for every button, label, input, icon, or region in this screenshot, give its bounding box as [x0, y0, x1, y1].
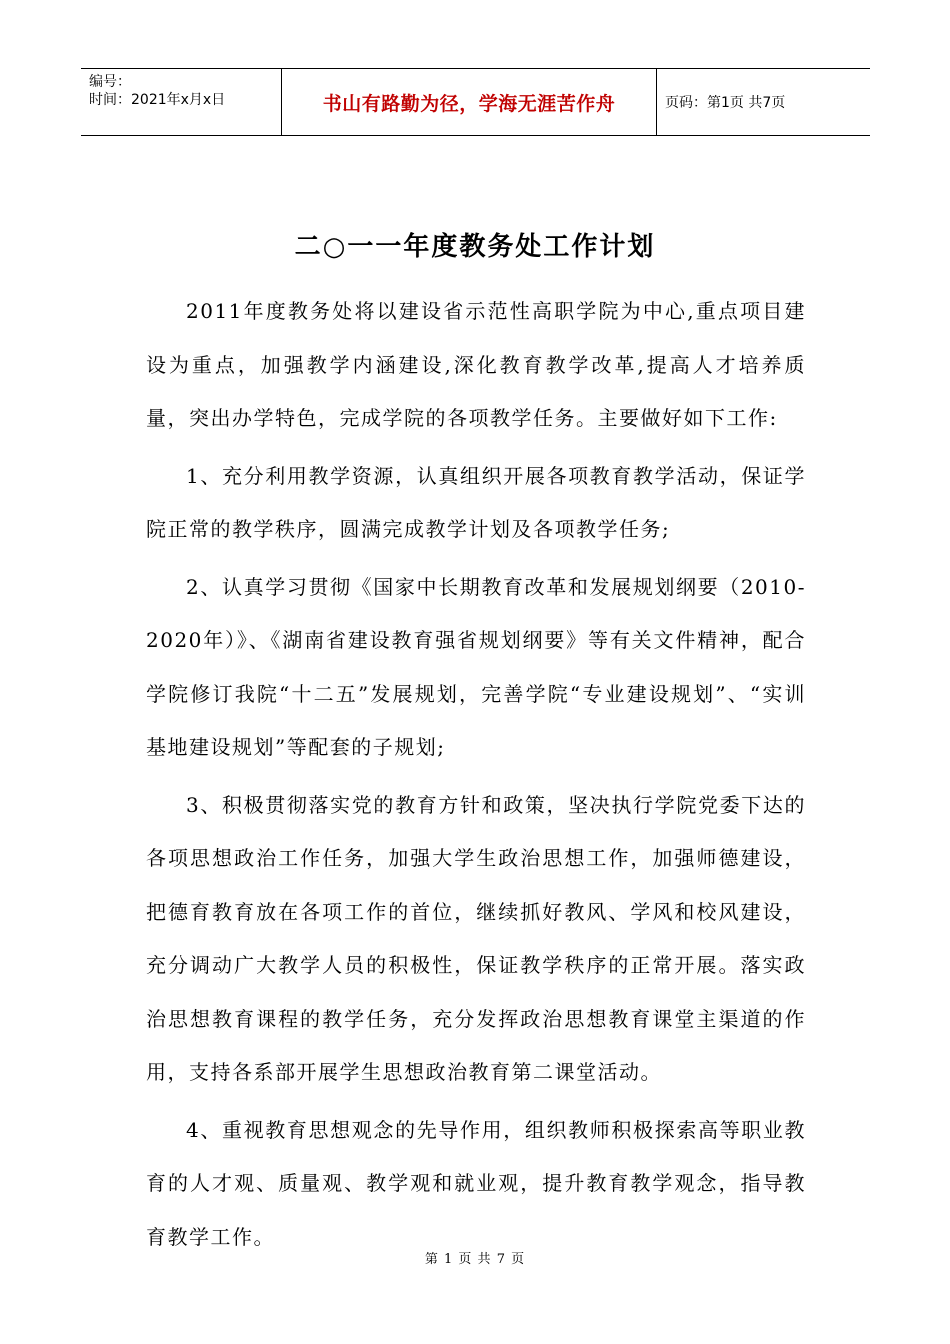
paragraph-item-4: 4、重视教育思想观念的先导作用，组织教师积极探索高等职业教育的人才观、质量观、教学观和就业观，提升教育教学观念，指导教育教学工作。 [146, 1117, 806, 1249]
document-title: 二○一一年度教务处工作计划 [294, 232, 656, 262]
motto-cell [282, 69, 657, 135]
header-table [81, 68, 870, 136]
page-info-cell [657, 69, 870, 135]
page-label: 页码：第1页 共7页 [665, 95, 786, 111]
page-footer: 第 1 页 共 7 页 [424, 1252, 526, 1267]
motto-text: 书山有路勤为径，学海无涯苦作舟 [322, 92, 616, 115]
paragraph-item-2: 2、认真学习贯彻《国家中长期教育改革和发展规划纲要（2010-2020年）》、《湖南省建设教育强省规划纲要》等有关文件精神，配合学院修订我院“十二五”发展规划，完善学院“专业建设规划”、“实训基地建设规划”等配套的子规划; [146, 574, 806, 759]
code-label: 编号： [89, 74, 131, 90]
paragraph-intro: 2011年度教务处将以建设省示范性高职学院为中心,重点项目建设为重点，加强教学内涵建设,深化教育教学改革,提高人才培养质量，突出办学特色，完成学院的各项教学任务。主要做好如下工作: [146, 299, 806, 430]
date-label: 时间：2021年x月x日 [89, 92, 226, 108]
paragraph-item-3: 3、积极贯彻落实党的教育方针和政策，坚决执行学院党委下达的各项思想政治工作任务，加强大学生政治思想工作，加强师德建设，把德育教育放在各项工作的首位，继续抓好教风、学风和校风建设，充分调动广大教学人员的积极性，保证教学秩序的正常开展。落实政治思想教育课程的教学任务，充分发挥政治思想教育课堂主渠道的作用，支持各系部开展学生思想政治教育第二课堂活动。 [146, 792, 806, 1084]
header-info-cell [81, 69, 282, 135]
document-body [146, 285, 806, 1268]
paragraph-item-1: 1、充分利用教学资源，认真组织开展各项教育教学活动，保证学院正常的教学秩序，圆满完成教学计划及各项教学任务; [146, 463, 806, 541]
